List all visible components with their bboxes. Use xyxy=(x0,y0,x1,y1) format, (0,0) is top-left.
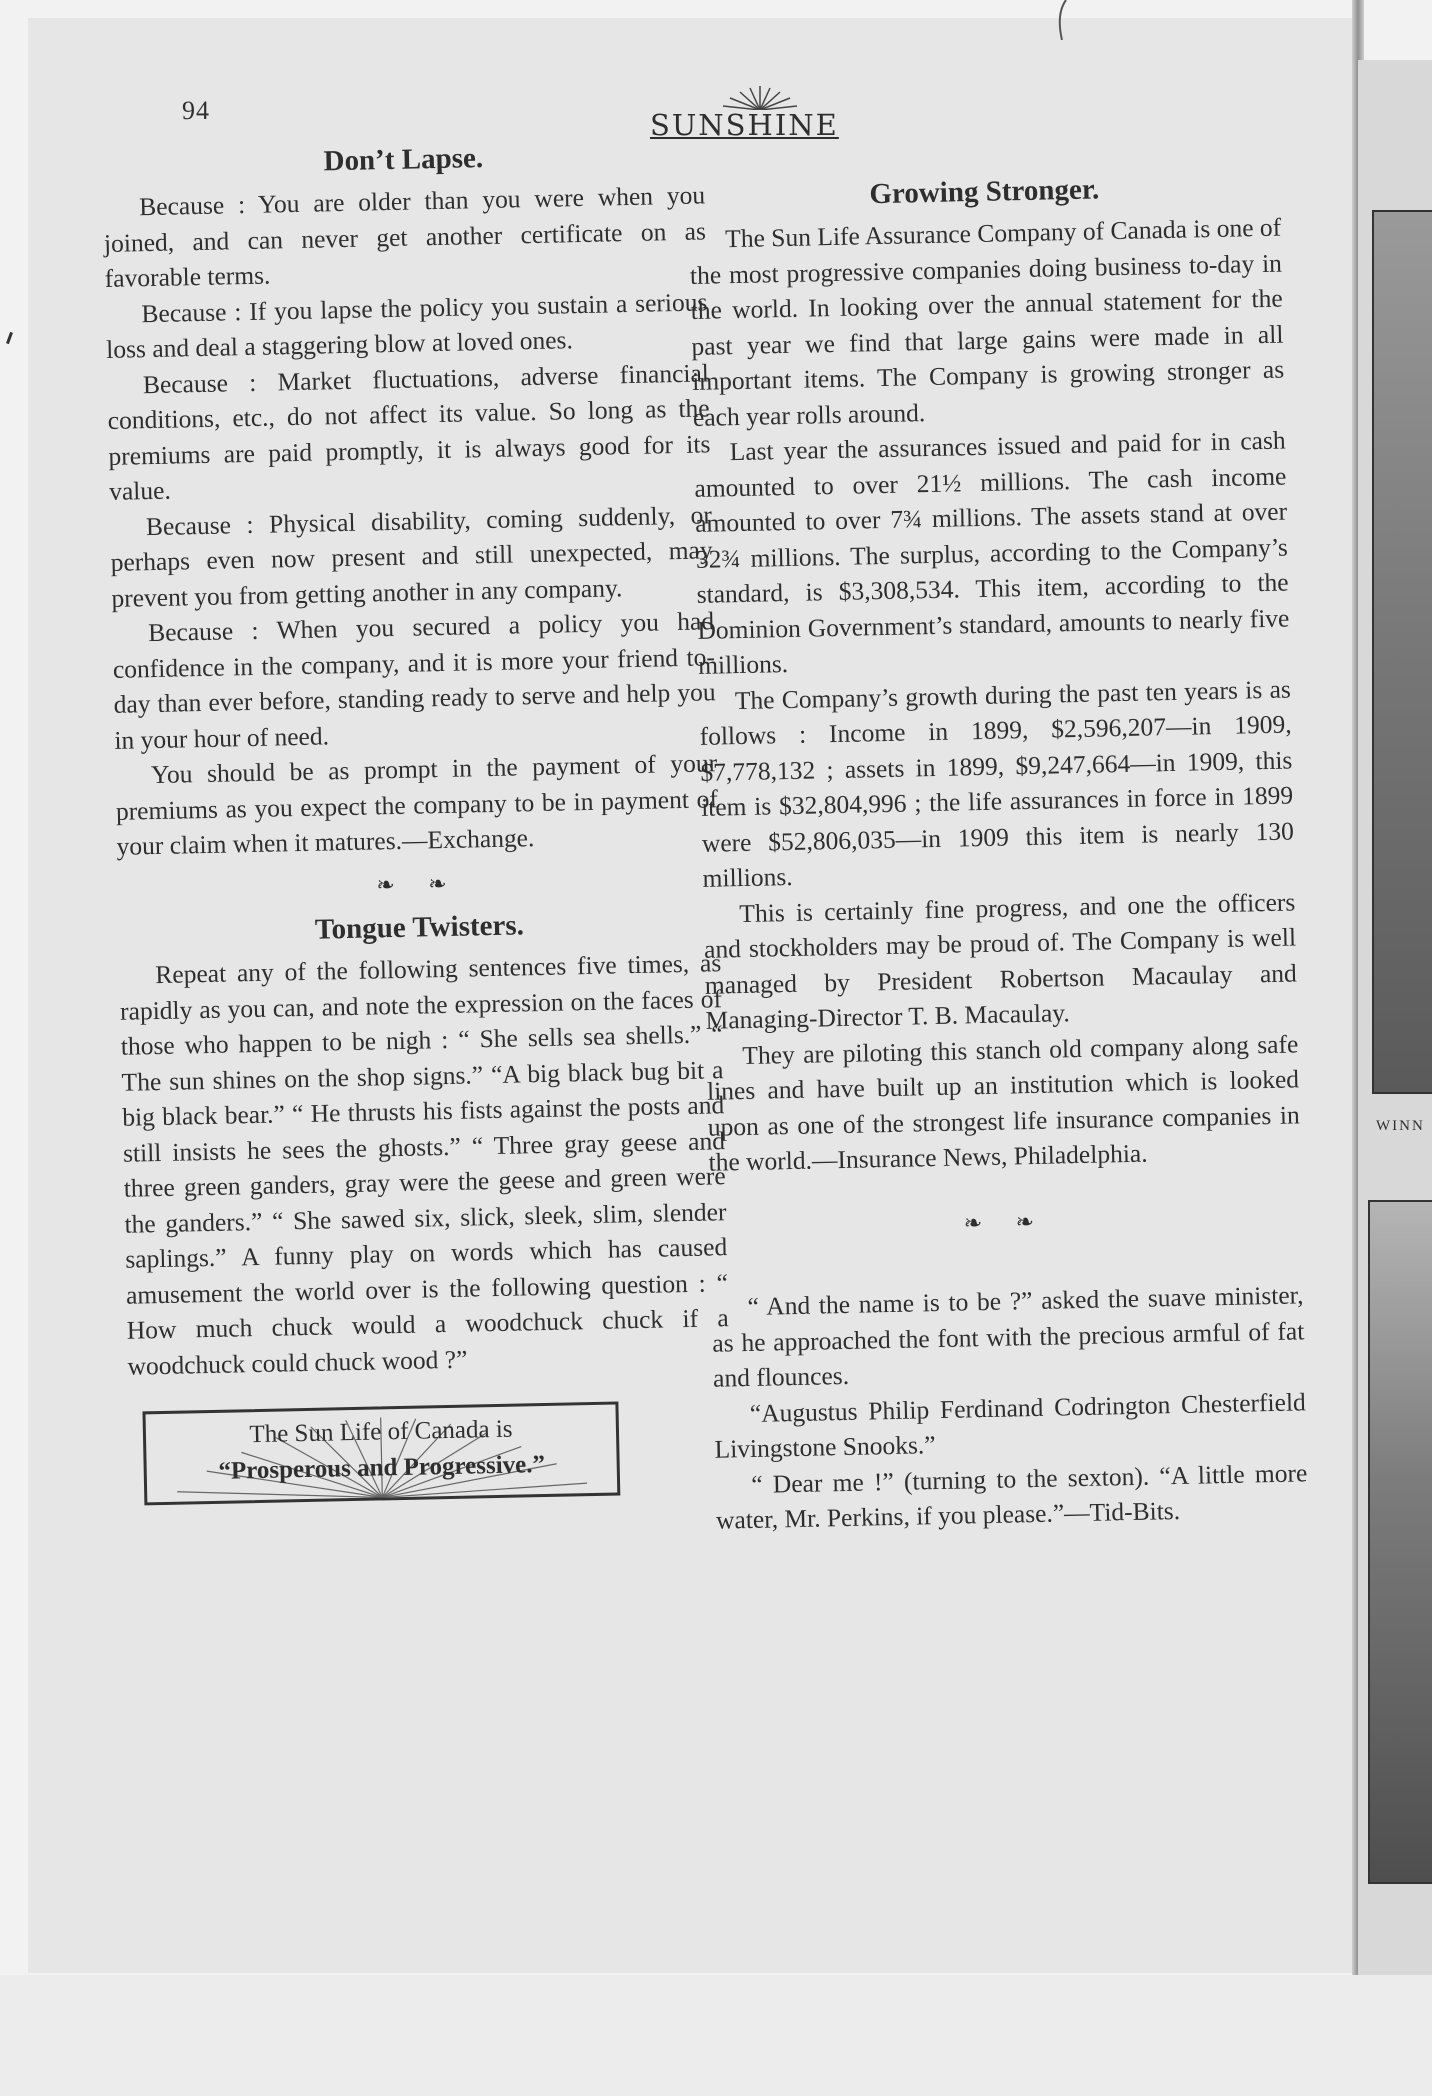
page-number: 94 xyxy=(182,96,210,125)
facing-page-photo-bottom xyxy=(1368,1200,1432,1884)
dont-lapse-paragraph: Because : When you secured a policy you had confidence in the company, and it is more your friend to-day than ever before, standing ready to serve and help you in your hour of need. xyxy=(112,606,716,755)
dont-lapse-heading: Don’t Lapse. xyxy=(323,142,484,178)
scan-bottom-margin xyxy=(0,1975,1432,2096)
tongue-twisters-heading: Tongue Twisters. xyxy=(314,909,525,946)
dont-lapse-paragraph: Because : Market fluctuations, adverse financial conditions, etc., do not affect its value. So long as the premiums are paid promptly, it is always good for its value. xyxy=(107,357,711,506)
facing-page-caption: WINN xyxy=(1376,1118,1425,1134)
right-column xyxy=(688,168,1308,1539)
section-ornament: ❧ ❧ xyxy=(376,870,461,897)
facing-page-photo-top xyxy=(1372,210,1432,1094)
tongue-twisters-paragraph: Repeat any of the following sentences five times, as rapidly as you can, and note the expression on the faces of those who happen to be nigh : “ She sells sea shells.” “ The sun shines on the shop signs.” “A big black bug bit a big black bear.” “ He thrusts his fists against the posts and still insists he sees the ghosts.” “ Three gray geese and three green ganders, gray were the geese and green were the ganders.” “ She sawed six, slick, sleek, slim, slender saplings.” A funny play on words which has caused amusement the world over is the following question : “ How much chuck would a woodchuck chuck if a woodchuck could chuck wood ?” xyxy=(119,948,729,1381)
masthead-title: SUNSHINE xyxy=(650,108,839,142)
margin-mark xyxy=(6,332,13,344)
dont-lapse-paragraph: Because : If you lapse the policy you sustain a serious loss and deal a staggering blow at loved ones. xyxy=(105,286,708,364)
left-column xyxy=(102,135,732,1505)
anecdote-paragraph: “Augustus Philip Ferdinand Codrington Chesterfield Livingstone Snooks.” xyxy=(714,1386,1307,1464)
sun-rays-icon xyxy=(720,84,800,110)
ad-line-2: “Prosperous and Progressive.” xyxy=(218,1451,546,1485)
growing-stronger-paragraph: Last year the assurances issued and paid for in cash amounted to over 21½ millions. The cash income amounted to over 7¾ millions. The assets stand at over 32¾ millions. The surplus, according to the Company’s standard, is $3,308,534. This item, according to the Dominion Government’s standard, amounts to nearly five millions. xyxy=(694,425,1290,680)
page-fold-mark xyxy=(1052,0,1072,40)
growing-stronger-heading: Growing Stronger. xyxy=(869,173,1100,211)
dont-lapse-paragraph: Because : You are older than you were when you joined, and can never get another certificate on as favorable terms. xyxy=(103,180,707,293)
section-ornament: ❧ ❧ xyxy=(963,1208,1049,1235)
anecdote-paragraph: “ Dear me !” (turning to the sexton). “A little more water, Mr. Perkins, if you please.”—Tid-Bits. xyxy=(715,1457,1308,1535)
ad-line-1: The Sun Life of Canada is xyxy=(249,1415,513,1449)
dont-lapse-paragraph: You should be as prompt in the payment of your premiums as you expect the company to be in payment of your claim when it matures.—Exchange. xyxy=(115,748,719,861)
growing-stronger-paragraph: They are piloting this stanch old company along safe lines and have built up an institution which is looked upon as one of the strongest life insurance companies in the world.—Insurance News, Philadelphia. xyxy=(706,1028,1301,1177)
sun-life-ad-box xyxy=(142,1401,620,1505)
growing-stronger-paragraph: The Sun Life Assurance Company of Canada is one of the most progressive companies doing business to-day in the world. In looking over the annual statement for the past year we find that large gains were made in all important items. The Company is growing stronger as each year rolls around. xyxy=(689,212,1285,432)
dont-lapse-paragraph: Because : Physical disability, coming suddenly, or perhaps even now present and still unexpected, may prevent you from getting another in any company. xyxy=(110,499,713,613)
growing-stronger-paragraph: This is certainly fine progress, and one the officers and stockholders may be proud of. The Company is well managed by President Robertson Macaulay and Managing-Director T. B. Macaulay. xyxy=(703,886,1298,1035)
anecdote-paragraph: “ And the name is to be ?” asked the suave minister, as he approached the font with the precious armful of fat and flounces. xyxy=(712,1280,1305,1393)
growing-stronger-paragraph: The Company’s growth during the past ten years is as follows : Income in 1899, $2,596,207—in 1909, $7,778,132 ; assets in 1899, $9,247,664—in 1909, this item is $32,804,996 ; the life assurances in force in 1899 were $52,806,035—in 1909 this item is nearly 130 millions. xyxy=(699,673,1295,893)
